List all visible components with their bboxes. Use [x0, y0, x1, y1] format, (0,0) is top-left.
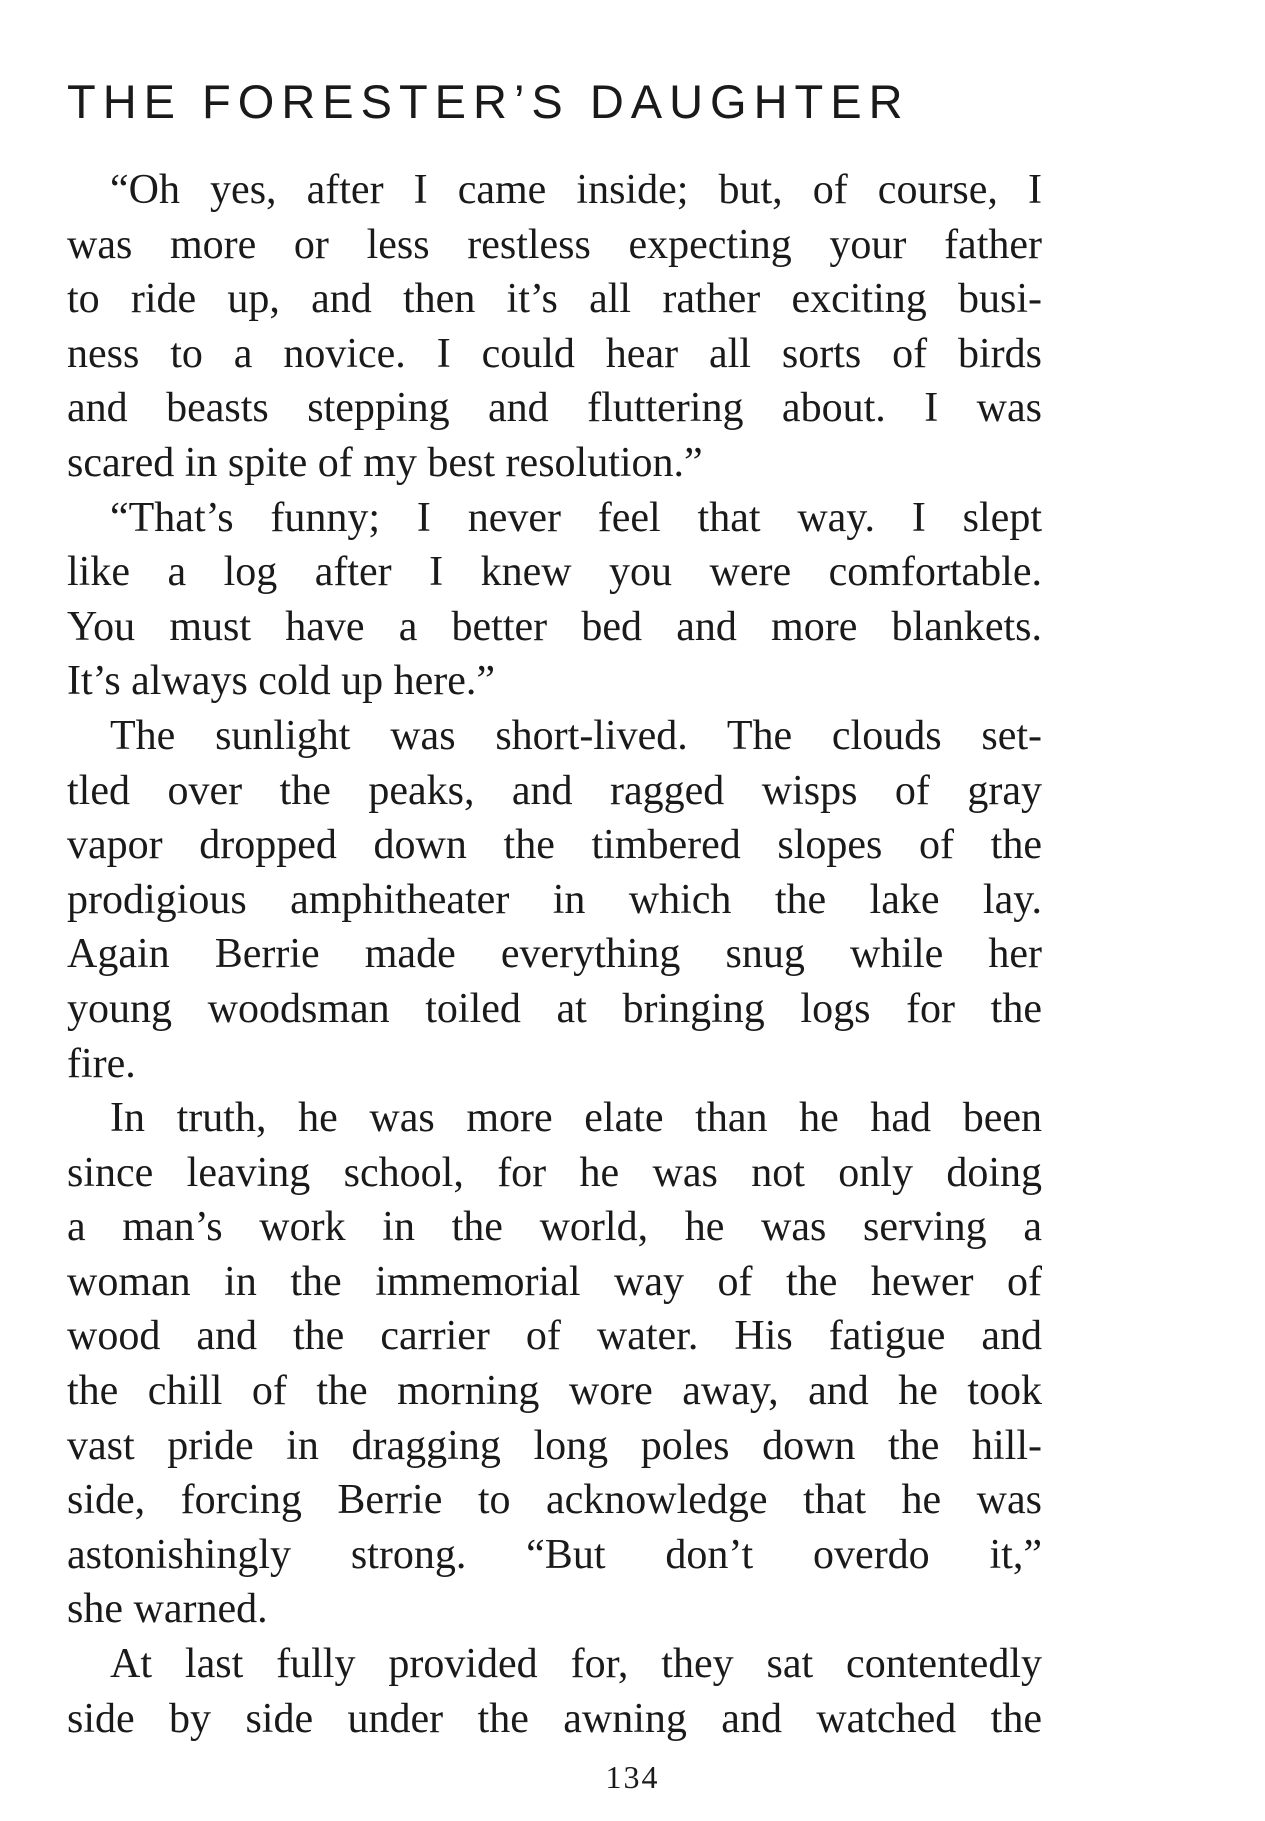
text-line: side, forcing Berrie to acknowledge that he was [67, 1477, 1042, 1524]
text-line: Again Berrie made everything snug while her [67, 931, 1042, 978]
text-line: the chill of the morning wore away, and he took [67, 1368, 1042, 1415]
text-line: since leaving school, for he was not only doing [67, 1149, 1042, 1196]
body-text [67, 163, 1042, 1746]
text-line: wood and the carrier of water. His fatigue and [67, 1313, 1042, 1360]
page-number: 134 [605, 1759, 660, 1795]
text-line: scared in spite of my best resolution.” [67, 439, 703, 486]
text-line: young woodsman toiled at bringing logs for the [67, 985, 1042, 1032]
text-line: In truth, he was more elate than he had been [110, 1095, 1042, 1142]
text-line: The sunlight was short-lived. The clouds set- [110, 712, 1042, 759]
text-line: astonishingly strong. “But don’t overdo it,” [67, 1531, 1042, 1578]
text-line: ness to a novice. I could hear all sorts of birds [67, 330, 1042, 377]
text-line: “That’s funny; I never feel that way. I slept [110, 494, 1042, 541]
text-line: prodigious amphitheater in which the lake lay. [67, 876, 1042, 923]
text-line: she warned. [67, 1586, 268, 1633]
text-line: a man’s work in the world, he was serving a [67, 1204, 1042, 1251]
text-line: “Oh yes, after I came inside; but, of course, I [110, 167, 1042, 213]
text-line: to ride up, and then it’s all rather exciting busi- [67, 276, 1042, 323]
text-line: At last fully provided for, they sat contentedly [110, 1641, 1042, 1688]
text-line: vast pride in dragging long poles down the hill- [67, 1422, 1042, 1469]
running-head: THE FORESTER’S DAUGHTER [67, 75, 910, 128]
text-line: side by side under the awning and watched the [67, 1695, 1042, 1742]
text-line: was more or less restless expecting your father [67, 221, 1042, 268]
text-line: It’s always cold up here.” [67, 658, 496, 705]
text-line: You must have a better bed and more blankets. [67, 603, 1042, 650]
text-line: and beasts stepping and fluttering about. I was [67, 385, 1042, 432]
text-line: fire. [67, 1040, 136, 1087]
text-line: woman in the immemorial way of the hewer of [67, 1258, 1042, 1305]
text-line: tled over the peaks, and ragged wisps of gray [67, 767, 1042, 814]
text-line: like a log after I knew you were comfortable. [67, 549, 1042, 596]
text-line: vapor dropped down the timbered slopes of the [67, 822, 1042, 869]
